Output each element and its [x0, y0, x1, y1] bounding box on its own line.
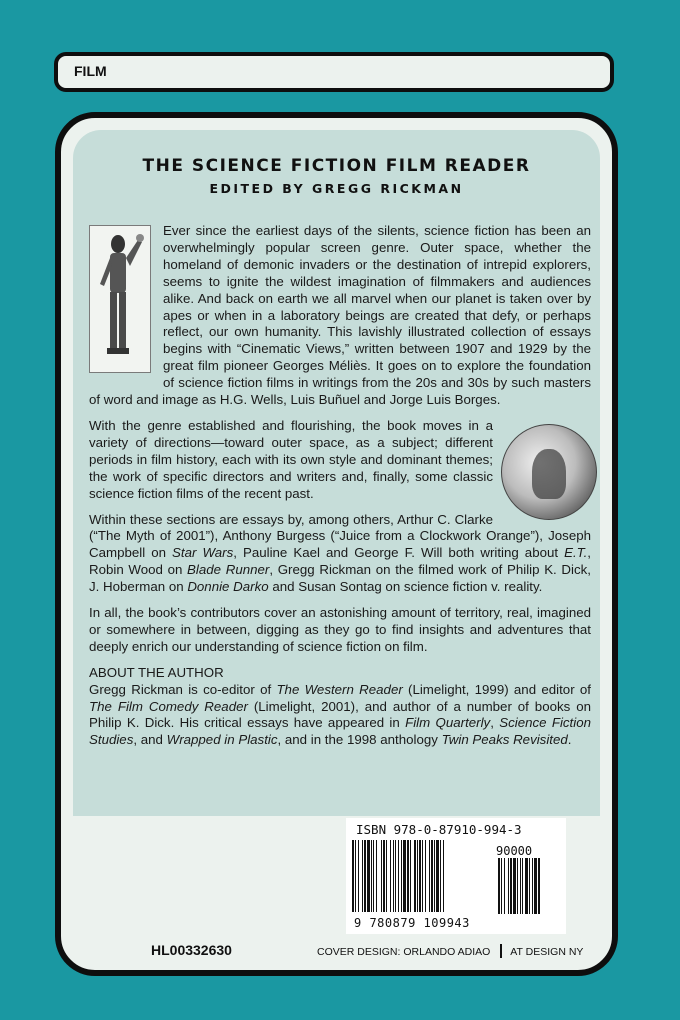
barcode-area: [346, 818, 566, 934]
addon-code: 90000: [496, 844, 533, 858]
design-credits: [317, 944, 583, 958]
barcode-digits: 9 780879 109943: [354, 916, 470, 930]
credits-divider: [500, 944, 502, 958]
description-panel: [73, 130, 600, 816]
paragraph-intro: Ever since the earliest days of the silents, science fiction has been an overwhelmingly popular screen genre. Outer space, whether the homeland of demonic invaders or the destination of intrepid explorers, seems to ignite the wildest imagination of filmmakers and audiences alike. And back on earth we all marvel when our planet is taken over by apes or when in a laboratory beings are created that defy, or perhaps reflect, our own humanity. This lavishly illustrated collection of essays begins with “Cinematic Views,” written between 1907 and 1929 by the great film pioneer Georges Méliès. It goes on to explore the foundation of science fiction films in writings from the 20s and 30s by such masters of word and image as H.G. Wells, Luis Buñuel and Jorge Luis Borges.: [89, 223, 591, 408]
cover-design-credit: COVER DESIGN: ORLANDO ADIAO: [317, 946, 491, 958]
book-title: THE SCIENCE FICTION FILM READER: [142, 156, 531, 176]
isbn-text: ISBN 978-0-87910-994-3: [356, 822, 522, 837]
disc-photo: [501, 424, 597, 520]
barcode-graphic: [348, 840, 564, 916]
about-author: Gregg Rickman is co-editor of The Western Reader (Limelight, 1999) and editor of The Film Comedy Reader (Limelight, 2001), and author of a number of books on Philip K. Dick. His critical essays have appeared in Film Quarterly, Science Fiction Studies, and Wrapped in Plastic, and in the 1998 anthology Twin Peaks Revisited.: [89, 681, 592, 748]
book-editor: EDITED BY GREGG RICKMAN: [209, 181, 464, 196]
about-heading: ABOUT THE AUTHOR: [89, 664, 224, 680]
robot-photo: [89, 225, 151, 373]
product-code: HL00332630: [151, 942, 232, 958]
category-label-bar: [54, 52, 614, 92]
paragraph-essays: Within these sections are essays by, among others, Arthur C. Clarke (“The Myth of 2001”), Anthony Burgess (“Juice from a Clockwork Orange”), Joseph Campbell on Star Wars, Pauline Kael and George F. Will both writing about E.T., Robin Wood on Blade Runner, Gregg Rickman on the filmed work of Philip K. Dick, J. Hoberman on Donnie Darko and Susan Sontag on science fiction v. reality.: [89, 511, 591, 595]
paragraph-summary: In all, the book’s contributors cover an astonishing amount of territory, real, imagined or somewhere in between, digging as they go to find insights and adventures that deeply enrich our understanding of science fiction on film.: [89, 605, 591, 654]
paragraph-genre: With the genre established and flourishing, the book moves in a variety of directions—toward outer space, as a subject; different periods in film history, each with its own style and dominant themes; the work of specific directors and writers and, finally, some classic science fiction films of the recent past.: [89, 418, 591, 503]
cover-jar: [55, 112, 618, 976]
description-text: [89, 223, 591, 749]
design-firm-credit: AT DESIGN NY: [510, 946, 584, 958]
category-label: FILM: [74, 63, 107, 79]
